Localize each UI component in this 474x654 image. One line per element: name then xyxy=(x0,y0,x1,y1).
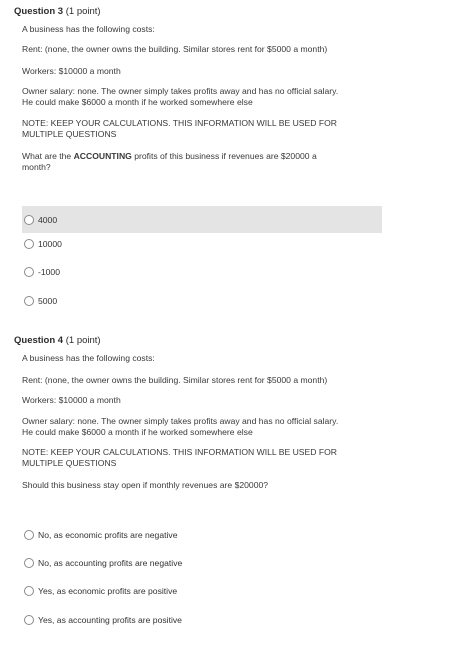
q3-option-3[interactable] xyxy=(22,258,382,285)
q4-option-2-label: No, as accounting profits are negative xyxy=(38,557,183,568)
question-3-title xyxy=(14,6,101,17)
q4-option-3[interactable] xyxy=(22,577,382,604)
q4-owner-line-2: He could make $6000 a month if he worked somewhere else xyxy=(22,427,253,437)
q3-note-line-1: NOTE: KEEP YOUR CALCULATIONS. THIS INFORMATION WILL BE USED FOR xyxy=(22,118,337,128)
q4-option-3-label: Yes, as economic profits are positive xyxy=(38,585,178,596)
radio-button-icon[interactable] xyxy=(24,530,34,540)
q3-question-line-1 xyxy=(22,151,382,162)
q4-owner-salary xyxy=(22,416,382,438)
q4-note-line-1: NOTE: KEEP YOUR CALCULATIONS. THIS INFORMATION WILL BE USED FOR xyxy=(22,447,337,457)
q4-option-1[interactable] xyxy=(22,521,382,548)
q3-option-4-label: 5000 xyxy=(38,295,58,306)
q4-option-1-label: No, as economic profits are negative xyxy=(38,529,178,540)
q3-workers: Workers: $10000 a month xyxy=(22,66,121,76)
radio-button-icon[interactable] xyxy=(24,296,34,306)
q3-owner-salary xyxy=(22,86,382,108)
q3-option-2[interactable] xyxy=(22,230,382,257)
q4-option-2[interactable] xyxy=(22,549,382,576)
q4-owner-line-1: Owner salary: none. The owner simply takes profits away and has no official salary. xyxy=(22,416,339,426)
q3-question-text xyxy=(22,151,382,173)
q4-option-4[interactable] xyxy=(22,606,382,633)
question-4-title xyxy=(14,335,101,346)
q4-note-line-2: MULTIPLE QUESTIONS xyxy=(22,458,117,468)
q3-intro: A business has the following costs: xyxy=(22,24,155,34)
q3-option-4[interactable] xyxy=(22,287,382,314)
q3-owner-line-1: Owner salary: none. The owner simply takes profits away and has no official salary. xyxy=(22,86,339,96)
q3-question-pre: What are the xyxy=(22,151,74,161)
q3-owner-line-2: He could make $6000 a month if he worked somewhere else xyxy=(22,97,253,107)
q4-intro: A business has the following costs: xyxy=(22,353,155,363)
radio-button-icon[interactable] xyxy=(24,615,34,625)
q3-option-1[interactable] xyxy=(22,206,382,233)
q3-note-line-2: MULTIPLE QUESTIONS xyxy=(22,129,117,139)
q4-question-text: Should this business stay open if monthly revenues are $20000? xyxy=(22,480,269,490)
q3-question-line-2: month? xyxy=(22,162,51,172)
radio-button-icon[interactable] xyxy=(24,558,34,568)
q4-workers: Workers: $10000 a month xyxy=(22,395,121,405)
q3-question-post: profits of this business if revenues are $20000 a xyxy=(131,151,317,161)
q4-note xyxy=(22,447,382,469)
q4-rent: Rent: (none, the owner owns the building. Similar stores rent for $5000 a month) xyxy=(22,375,328,385)
q3-option-3-label: -1000 xyxy=(38,266,60,277)
radio-button-icon[interactable] xyxy=(24,267,34,277)
q3-question-emphasis: ACCOUNTING xyxy=(73,151,132,161)
q3-option-2-label: 10000 xyxy=(38,238,62,249)
radio-button-icon[interactable] xyxy=(24,215,34,225)
q3-option-1-label: 4000 xyxy=(38,214,58,225)
question-3-label: Question 3 xyxy=(14,6,64,17)
question-4-points: (1 point) xyxy=(65,335,101,346)
radio-button-icon[interactable] xyxy=(24,586,34,596)
radio-button-icon[interactable] xyxy=(24,239,34,249)
question-4-label: Question 4 xyxy=(14,335,64,346)
question-3-points: (1 point) xyxy=(65,6,101,17)
q3-rent: Rent: (none, the owner owns the building. Similar stores rent for $5000 a month) xyxy=(22,44,328,54)
q4-option-4-label: Yes, as accounting profits are positive xyxy=(38,614,182,625)
q3-note xyxy=(22,118,382,140)
